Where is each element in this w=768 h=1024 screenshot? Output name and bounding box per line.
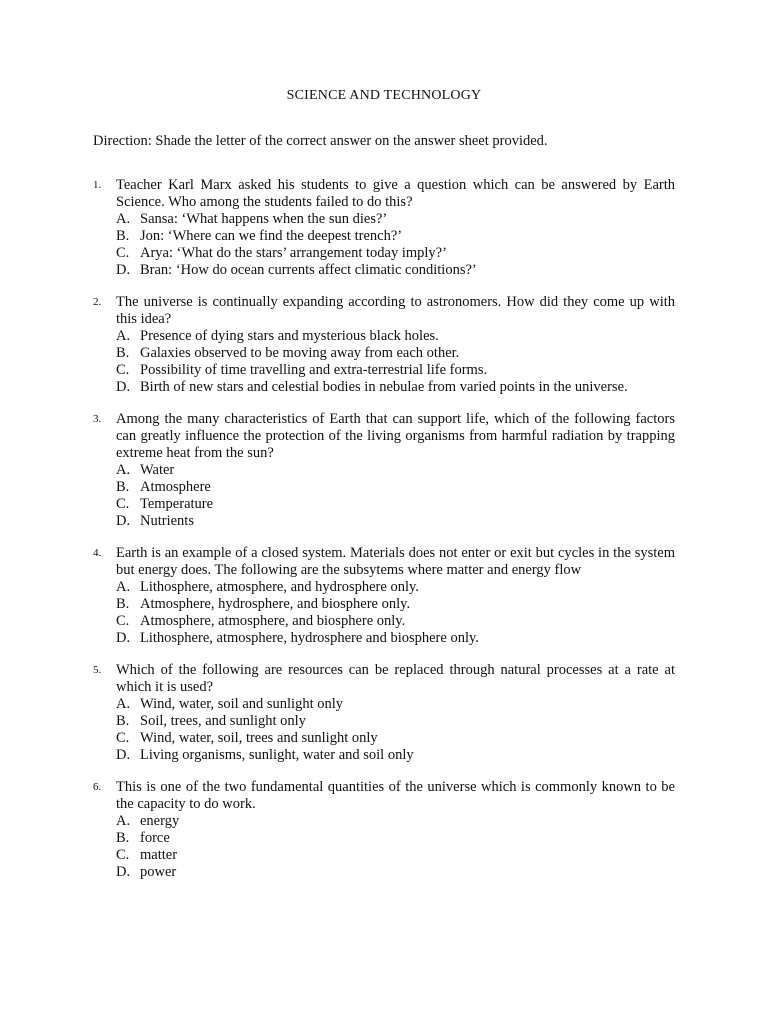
option-letter: D. [116, 747, 131, 763]
option-text: energy [140, 813, 180, 829]
question-number: 5. [93, 664, 102, 676]
option-letter: C. [116, 613, 130, 629]
answer-option [116, 496, 675, 513]
option-text: Water [140, 462, 175, 478]
option-text: power [140, 864, 177, 880]
option-text: Birth of new stars and celestial bodies in nebulae from varied points in the universe. [140, 379, 628, 395]
option-text: Galaxies observed to be moving away from each other. [140, 345, 460, 361]
option-letter: A. [116, 579, 131, 595]
option-text: Arya: ‘What do the stars’ arrangement today imply?’ [140, 245, 447, 261]
question-item [93, 779, 675, 881]
answer-option [116, 696, 675, 713]
answer-option [116, 379, 675, 396]
answer-option [116, 345, 675, 362]
question-stem: Which of the following are resources can be replaced through natural processes at a rate at which it is used? [116, 662, 675, 695]
option-letter: A. [116, 211, 131, 227]
answer-option [116, 613, 675, 630]
question-number: 2. [93, 296, 102, 308]
option-letter: C. [116, 245, 130, 261]
question-item [93, 662, 675, 764]
question-number: 1. [93, 179, 102, 191]
option-text: Possibility of time travelling and extra-terrestrial life forms. [140, 362, 488, 378]
answer-option [116, 245, 675, 262]
answer-option [116, 864, 675, 881]
option-text: force [140, 830, 170, 846]
question-list [93, 177, 675, 896]
question-number: 6. [93, 781, 102, 793]
answer-option [116, 830, 675, 847]
question-item [93, 545, 675, 647]
option-text: Lithosphere, atmosphere, hydrosphere and biosphere only. [140, 630, 479, 646]
answer-option [116, 228, 675, 245]
answer-option [116, 813, 675, 830]
option-letter: A. [116, 813, 131, 829]
option-letter: A. [116, 462, 131, 478]
document-title: SCIENCE AND TECHNOLOGY [286, 88, 482, 103]
answer-option [116, 513, 675, 530]
question-stem: Among the many characteristics of Earth that can support life, which of the following factors can greatly influence the protection of the living organisms from harmful radiation by trapping extreme heat from the sun? [116, 411, 675, 461]
answer-option [116, 462, 675, 479]
option-text: Lithosphere, atmosphere, and hydrosphere only. [140, 579, 419, 595]
question-stem: Earth is an example of a closed system. Materials does not enter or exit but cycles in the system but energy does. The following are the subsytems where matter and energy flow [116, 545, 675, 578]
option-list [93, 696, 675, 764]
option-list [93, 579, 675, 647]
option-letter: D. [116, 262, 131, 278]
answer-option [116, 262, 675, 279]
question-item [93, 411, 675, 530]
answer-option [116, 479, 675, 496]
option-text: matter [140, 847, 178, 863]
question-number: 3. [93, 413, 102, 425]
question-number: 4. [93, 547, 102, 559]
option-letter: B. [116, 713, 130, 729]
direction-text: Direction: Shade the letter of the correct answer on the answer sheet provided. [93, 133, 548, 149]
answer-option [116, 596, 675, 613]
option-text: Presence of dying stars and mysterious black holes. [140, 328, 439, 344]
answer-option [116, 579, 675, 596]
question-item [93, 177, 675, 279]
option-text: Bran: ‘How do ocean currents affect climatic conditions?’ [140, 262, 477, 278]
option-text: Living organisms, sunlight, water and soil only [140, 747, 414, 763]
option-letter: C. [116, 730, 130, 746]
option-letter: B. [116, 345, 130, 361]
option-letter: C. [116, 847, 130, 863]
answer-option [116, 713, 675, 730]
answer-option [116, 747, 675, 764]
question-stem: Teacher Karl Marx asked his students to give a question which can be answered by Earth Science. Who among the students failed to do this? [116, 177, 675, 210]
option-letter: D. [116, 513, 131, 529]
question-item [93, 294, 675, 396]
option-letter: C. [116, 496, 130, 512]
option-letter: B. [116, 228, 130, 244]
option-letter: B. [116, 596, 130, 612]
option-text: Jon: ‘Where can we find the deepest trench?’ [140, 228, 403, 244]
option-letter: A. [116, 696, 131, 712]
option-letter: C. [116, 362, 130, 378]
option-text: Temperature [140, 496, 214, 512]
option-text: Wind, water, soil and sunlight only [140, 696, 344, 712]
option-letter: D. [116, 864, 131, 880]
answer-option [116, 630, 675, 647]
option-letter: D. [116, 379, 131, 395]
answer-option [116, 362, 675, 379]
option-letter: D. [116, 630, 131, 646]
option-letter: B. [116, 479, 130, 495]
option-text: Sansa: ‘What happens when the sun dies?’ [140, 211, 388, 227]
option-list [93, 462, 675, 530]
option-text: Nutrients [140, 513, 194, 529]
option-text: Wind, water, soil, trees and sunlight only [140, 730, 378, 746]
option-list [93, 328, 675, 396]
option-list [93, 813, 675, 881]
option-text: Atmosphere, hydrosphere, and biosphere only. [140, 596, 411, 612]
option-letter: B. [116, 830, 130, 846]
option-text: Soil, trees, and sunlight only [140, 713, 306, 729]
question-stem: This is one of the two fundamental quantities of the universe which is commonly known to be the capacity to do work. [116, 779, 675, 812]
option-text: Atmosphere, atmosphere, and biosphere only. [140, 613, 406, 629]
answer-option [116, 847, 675, 864]
answer-option [116, 211, 675, 228]
option-list [93, 211, 675, 279]
option-letter: A. [116, 328, 131, 344]
option-text: Atmosphere [140, 479, 211, 495]
question-stem: The universe is continually expanding according to astronomers. How did they come up with this idea? [116, 294, 675, 327]
answer-option [116, 730, 675, 747]
answer-option [116, 328, 675, 345]
